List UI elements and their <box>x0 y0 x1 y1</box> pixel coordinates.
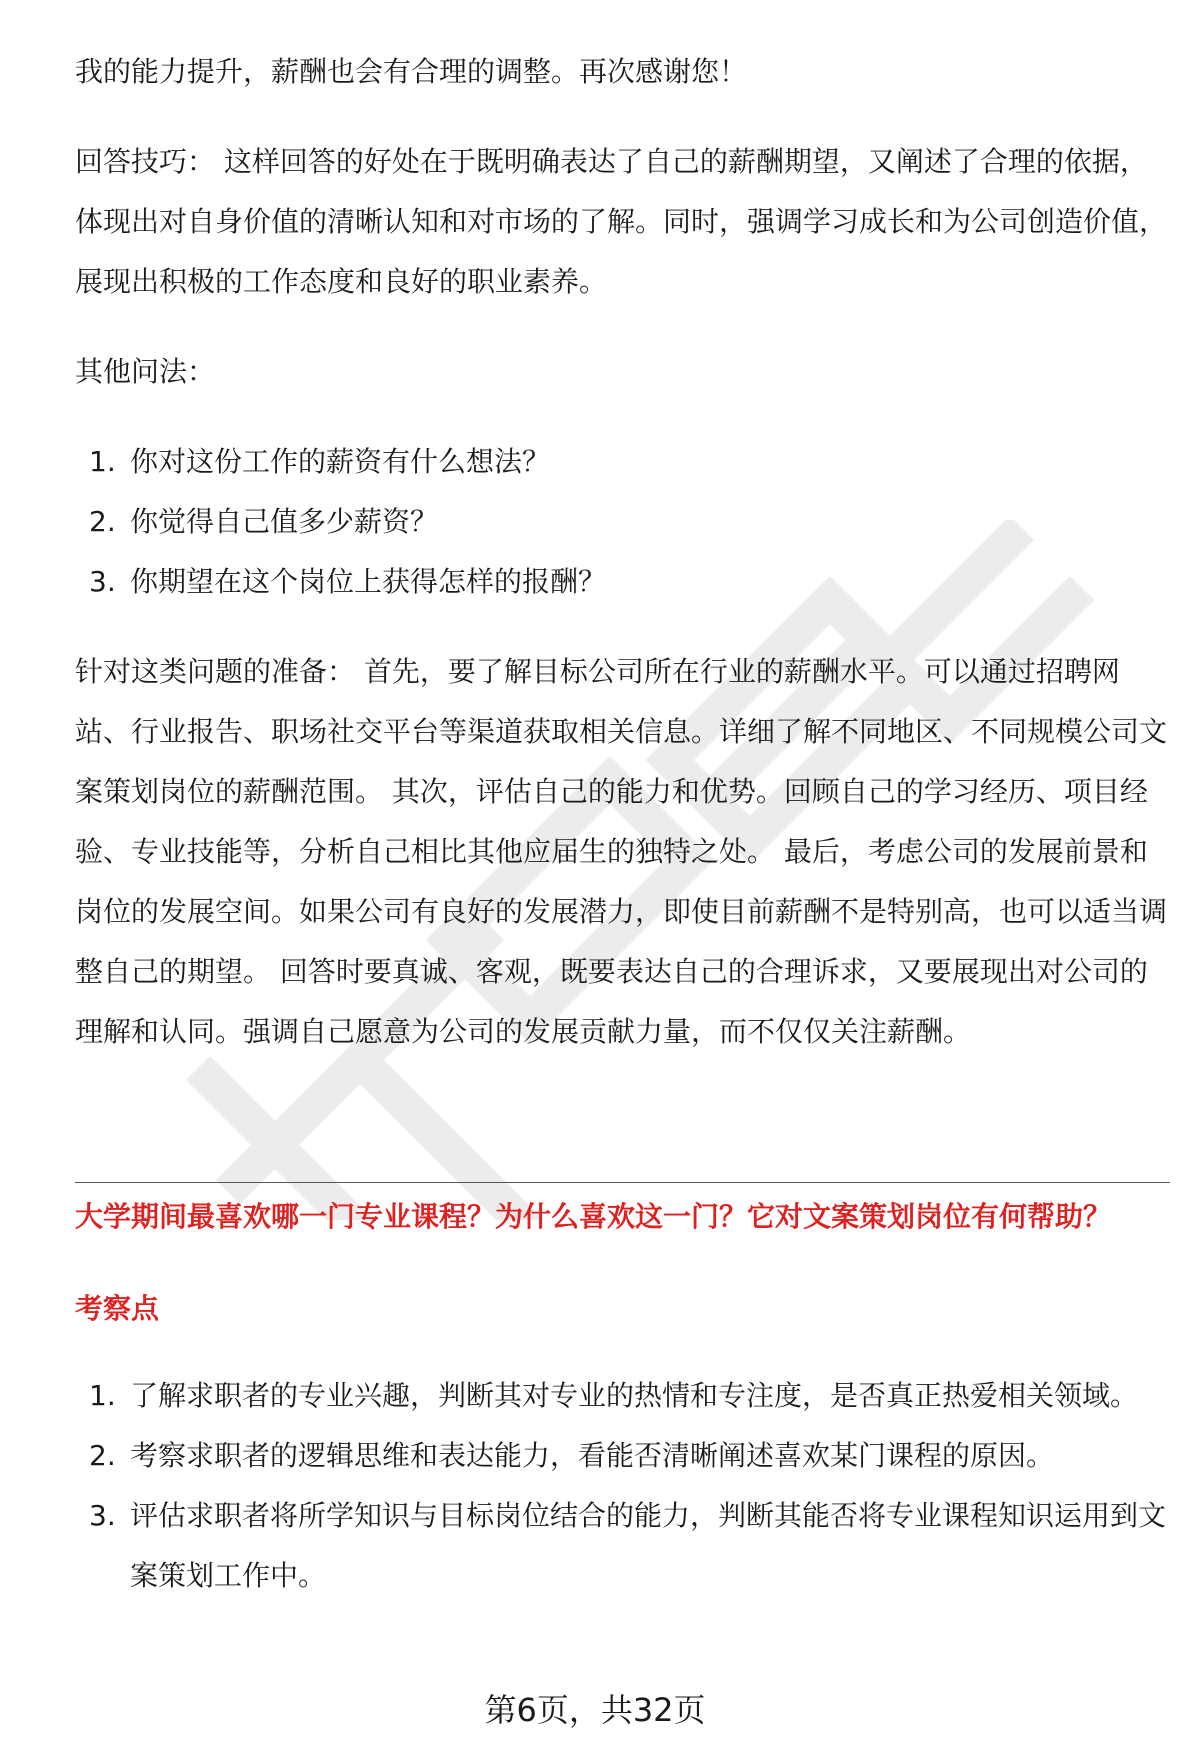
section-divider <box>75 1182 1170 1183</box>
list-item-text: 评估求职者将所学知识与目标岗位结合的能力，判断其能否将专业课程知识运用到文案策划工作中。 <box>130 1499 1167 1592</box>
list-item-number: 3. <box>89 1499 116 1532</box>
list-item-number: 3. <box>89 565 116 598</box>
intro-paragraph: 我的能力提升，薪酬也会有合理的调整。再次感谢您！ <box>75 55 748 88</box>
assessment-points-heading: 考察点 <box>75 1292 160 1325</box>
list-item-text: 考察求职者的逻辑思维和表达能力，看能否清晰阐述喜欢某门课程的原因。 <box>130 1439 1055 1472</box>
list-item <box>75 552 1170 612</box>
list-item-number: 1. <box>89 1379 116 1412</box>
list-item-text: 了解求职者的专业兴趣，判断其对专业的热情和专注度，是否真正热爱相关领域。 <box>130 1379 1139 1412</box>
answer-tip-paragraph: 回答技巧： 这样回答的好处在于既明确表达了自己的薪酬期望，又阐述了合理的依据，体现出对自身价值的清晰认知和对市场的了解。同时，强调学习成长和为公司创造价值，展现出积极的工作态度和良好的职业素养。 <box>75 145 1168 298</box>
list-item <box>75 1486 1170 1606</box>
list-item <box>75 1366 1170 1426</box>
question-heading: 大学期间最喜欢哪一门专业课程？为什么喜欢这一门？它对文案策划岗位有何帮助？ <box>75 1200 1112 1233</box>
other-questions-label: 其他问法： <box>75 355 216 388</box>
page-number-footer: 第6页，共32页 <box>484 1691 706 1729</box>
list-item-text: 你期望在这个岗位上获得怎样的报酬？ <box>130 565 607 598</box>
list-item-number: 2. <box>89 505 116 538</box>
list-item <box>75 1426 1170 1486</box>
assessment-points-list <box>75 1366 1170 1606</box>
other-questions-list <box>75 432 1170 612</box>
list-item-text: 你觉得自己值多少薪资？ <box>130 505 439 538</box>
list-item-number: 1. <box>89 445 116 478</box>
list-item <box>75 432 1170 492</box>
list-item <box>75 492 1170 552</box>
list-item-text: 你对这份工作的薪资有什么想法？ <box>130 445 551 478</box>
preparation-paragraph: 针对这类问题的准备： 首先，要了解目标公司所在行业的薪酬水平。可以通过招聘网站、行业报告、职场社交平台等渠道获取相关信息。详细了解不同地区、不同规模公司文案策划岗位的薪酬范围。 其次，评估自己的能力和优势。回顾自己的学习经历、项目经验、专业技能等，分析自己相比其他应届生的独特之处。 最后，考虑公司的发展前景和岗位的发展空间。如果公司有良好的发展潜力，即使目前薪酬不是特别高，也可以适当调整自己的期望。 回答时要真诚、客观，既要表达自己的合理诉求，又要展现出对公司的理解和认同。强调自己愿意为公司的发展贡献力量，而不仅仅关注薪酬。 <box>75 655 1168 1048</box>
list-item-number: 2. <box>89 1439 116 1472</box>
